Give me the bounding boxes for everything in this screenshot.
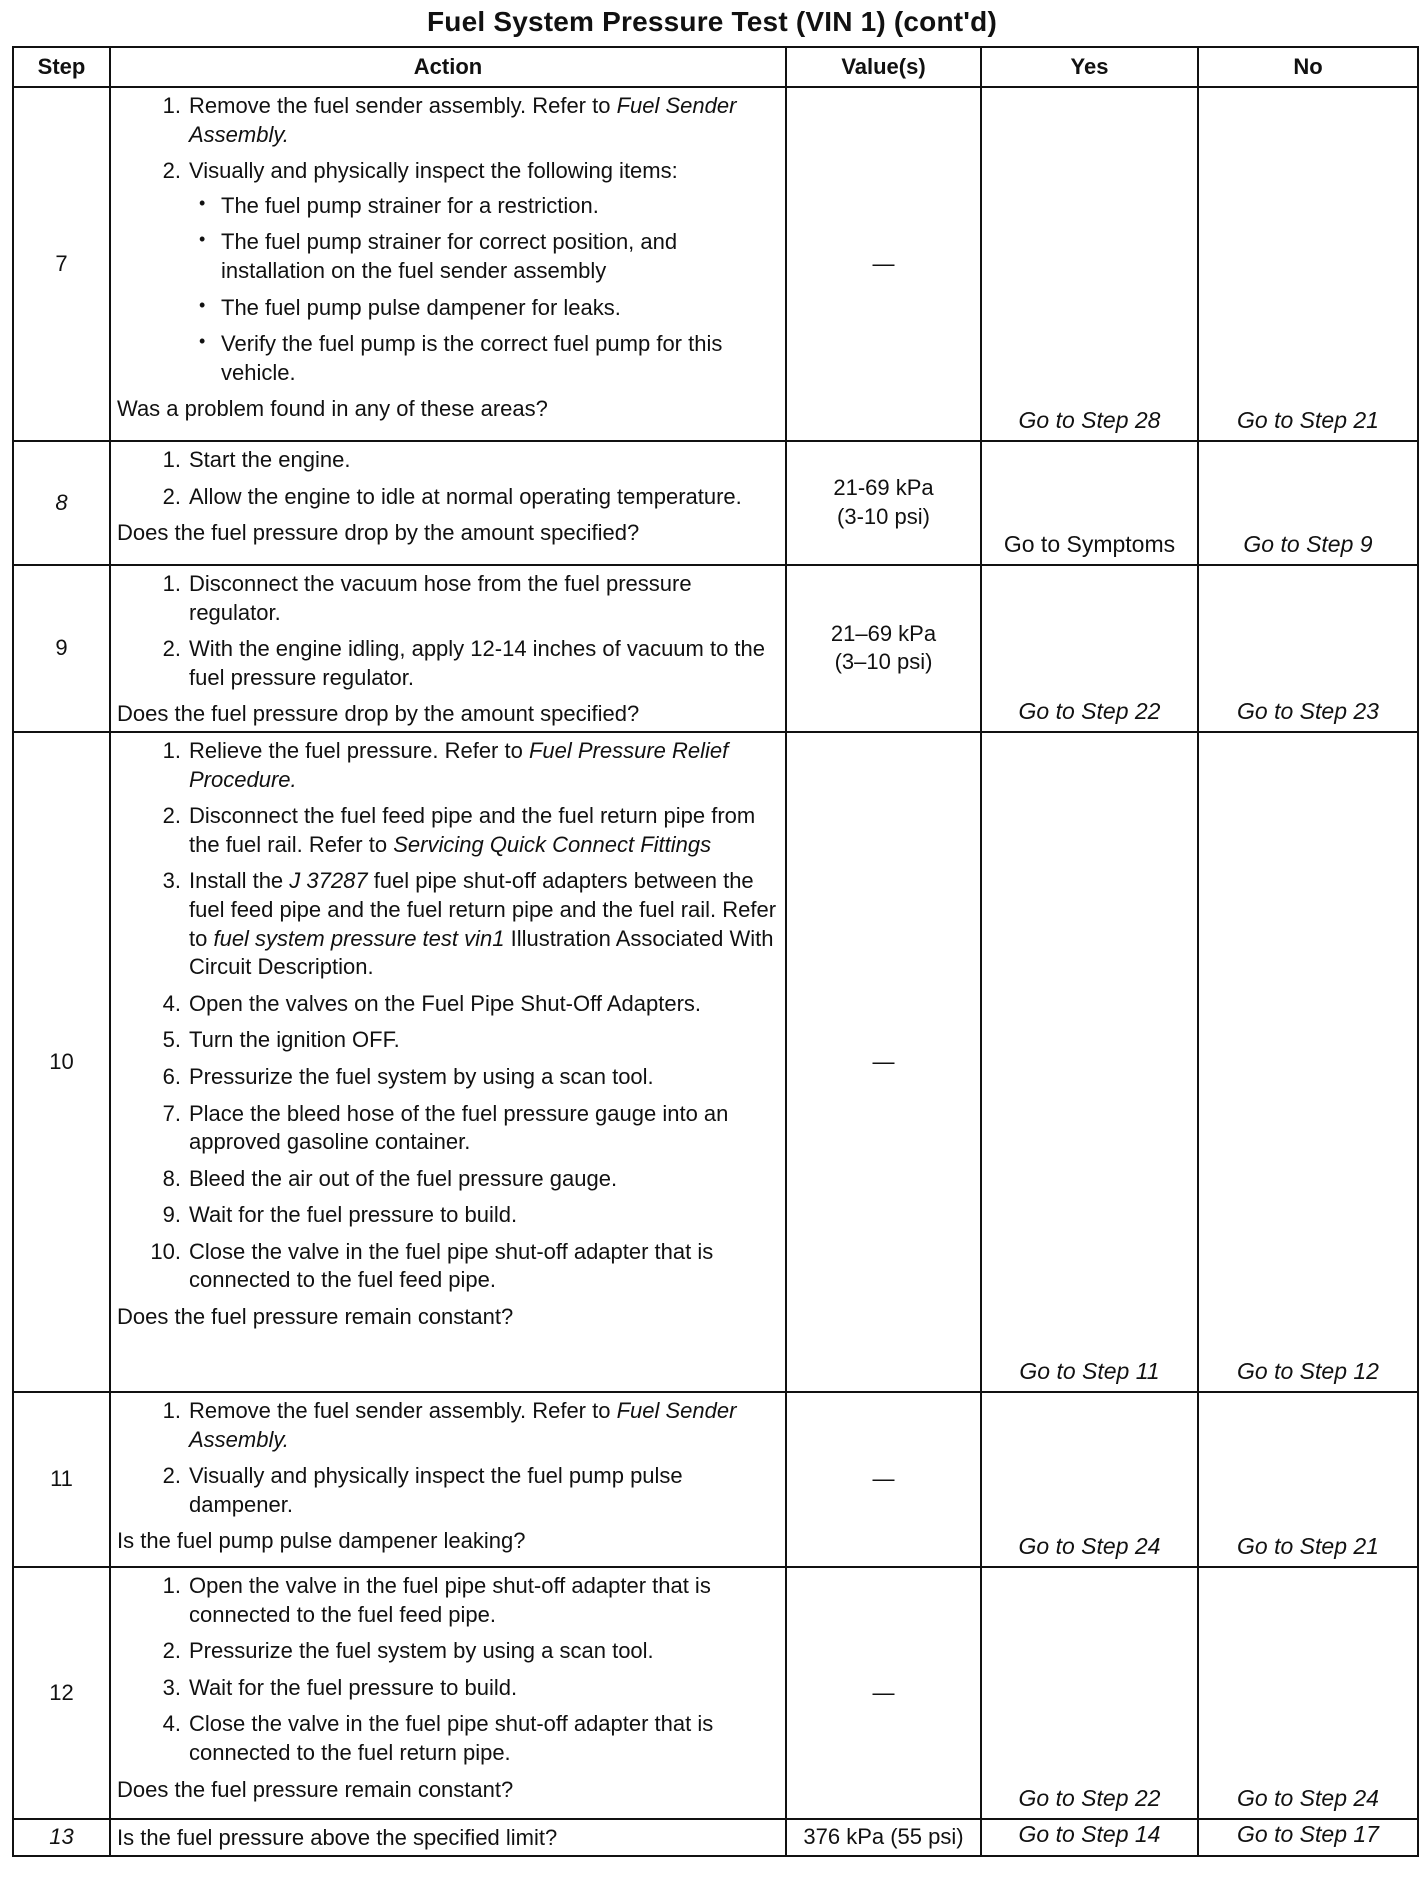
no-cell: Go to Step 17 — [1198, 1819, 1418, 1856]
action-item: 3. Wait for the fuel pressure to build. — [162, 1674, 518, 1700]
table-row-step-10 — [13, 732, 1418, 1392]
step-number: 11 — [13, 1392, 110, 1567]
action-item: 1. Open the valve in the fuel pipe shut-off adapter that is connected to the fuel feed pipe. — [162, 1572, 711, 1627]
value-line: (3–10 psi) — [834, 649, 933, 675]
yes-cell: Go to Step 11 — [981, 732, 1198, 1392]
action-cell — [110, 1567, 786, 1819]
value-line: (3-10 psi) — [837, 504, 930, 529]
no-cell: Go to Step 23 — [1198, 565, 1418, 732]
table-row-step-11 — [13, 1392, 1418, 1567]
yes-cell: Go to Symptoms — [981, 441, 1198, 565]
yes-cell: Go to Step 22 — [981, 565, 1198, 732]
step-number: 8 — [13, 441, 110, 565]
action-item: 1. Remove the fuel sender assembly. Refer to Fuel Sender Assembly. — [162, 1397, 737, 1452]
action-cell — [110, 1819, 786, 1856]
header-row — [13, 47, 1418, 87]
question-text: Does the fuel pressure drop by the amount specified? — [117, 520, 640, 546]
procedure-table — [12, 46, 1419, 1857]
no-cell: Go to Step 9 — [1198, 441, 1418, 565]
table-row-step-12 — [13, 1567, 1418, 1819]
bullet-item: • The fuel pump pulse dampener for leaks. — [189, 294, 779, 323]
yes-cell: Go to Step 28 — [981, 87, 1198, 441]
step-number: 12 — [13, 1567, 110, 1819]
value-cell: — — [786, 732, 981, 1392]
action-item: 5. Turn the ignition OFF. — [162, 1027, 400, 1053]
question-text: Was a problem found in any of these areas? — [117, 396, 548, 422]
value-cell — [786, 441, 981, 565]
action-cell — [110, 87, 786, 441]
value-cell: — — [786, 1567, 981, 1819]
table-row-step-7 — [13, 87, 1418, 441]
header-values: Value(s) — [786, 47, 981, 87]
action-cell — [110, 1392, 786, 1567]
table-row-step-13 — [13, 1819, 1418, 1856]
table-row-step-8 — [13, 441, 1418, 565]
bullet-item: • The fuel pump strainer for a restriction. — [189, 192, 779, 221]
action-item: 1. Remove the fuel sender assembly. Refer to Fuel Sender Assembly. — [162, 93, 737, 147]
question-text: Does the fuel pressure drop by the amount specified? — [117, 701, 640, 727]
action-item: 1. Start the engine. — [162, 447, 351, 472]
action-item: 2. Allow the engine to idle at normal operating temperature. — [162, 483, 742, 509]
action-cell — [110, 441, 786, 565]
action-item: 2. With the engine idling, apply 12-14 inches of vacuum to the fuel pressure regulator. — [162, 636, 766, 690]
action-cell — [110, 732, 786, 1392]
step-number: 9 — [13, 565, 110, 732]
no-cell: Go to Step 21 — [1198, 1392, 1418, 1567]
action-item: 9. Wait for the fuel pressure to build. — [162, 1202, 518, 1228]
bullet-item: • Verify the fuel pump is the correct fuel pump for this vehicle. — [189, 330, 779, 387]
action-item: 1. Relieve the fuel pressure. Refer to Fuel Pressure Relief Procedure. — [162, 737, 729, 792]
yes-cell: Go to Step 24 — [981, 1392, 1198, 1567]
no-cell: Go to Step 24 — [1198, 1567, 1418, 1819]
yes-cell: Go to Step 22 — [981, 1567, 1198, 1819]
value-cell: — — [786, 1392, 981, 1567]
question-text: Does the fuel pressure remain constant? — [117, 1304, 514, 1330]
action-item: 2. Pressurize the fuel system by using a scan tool. — [162, 1638, 654, 1664]
action-item: 2. Visually and physically inspect the fuel pump pulse dampener. — [162, 1463, 683, 1517]
step-number: 7 — [13, 87, 110, 441]
value-line: 21-69 kPa — [833, 475, 934, 501]
action-item: 7. Place the bleed hose of the fuel pressure gauge into an approved gasoline container. — [162, 1100, 729, 1155]
step-number: 13 — [13, 1819, 110, 1856]
yes-cell: Go to Step 14 — [981, 1819, 1198, 1856]
action-cell — [110, 565, 786, 732]
action-item: 1. Disconnect the vacuum hose from the fuel pressure regulator. — [162, 571, 692, 625]
action-item: 2. Visually and physically inspect the following items: • The fuel pump strainer for a restriction. • The fuel pump strainer for correct position, and installation on the fuel sender assembly • The fuel pump pulse dampener for leaks. • Verify the fuel pump is the correct fuel pump for this vehicle. — [147, 157, 779, 387]
action-item: 4. Open the valves on the Fuel Pipe Shut-Off Adapters. — [162, 990, 702, 1016]
action-item: 3. Install the J 37287 fuel pipe shut-off adapters between the fuel feed pipe and the fuel return pipe and the fuel rail. Refer to fuel system pressure test vin1 Illustration Associated With Circuit Description. — [162, 868, 777, 980]
no-cell: Go to Step 21 — [1198, 87, 1418, 441]
table-row-step-9 — [13, 565, 1418, 732]
header-step: Step — [13, 47, 110, 87]
value-cell: 376 kPa (55 psi) — [786, 1819, 981, 1856]
value-cell: — — [786, 87, 981, 441]
question-text: Does the fuel pressure remain constant? — [117, 1776, 514, 1802]
step-number: 10 — [13, 732, 110, 1392]
question-text: Is the fuel pressure above the specified limit? — [117, 1824, 558, 1850]
question-text: Is the fuel pump pulse dampener leaking? — [117, 1528, 526, 1554]
action-item: 10. Close the valve in the fuel pipe shut-off adapter that is connected to the fuel feed pipe. — [150, 1238, 714, 1293]
bullet-item: • The fuel pump strainer for correct position, and installation on the fuel sender assembly — [189, 228, 779, 285]
action-item: 2. Disconnect the fuel feed pipe and the fuel return pipe from the fuel rail. Refer to Servicing Quick Connect Fittings — [162, 803, 756, 857]
no-cell: Go to Step 12 — [1198, 732, 1418, 1392]
value-line: 21–69 kPa — [830, 620, 937, 646]
action-item: 4. Close the valve in the fuel pipe shut-off adapter that is connected to the fuel return pipe. — [162, 1711, 714, 1765]
action-item: 6. Pressurize the fuel system by using a scan tool. — [162, 1063, 654, 1089]
value-cell — [786, 565, 981, 732]
action-item: 8. Bleed the air out of the fuel pressure gauge. — [162, 1165, 618, 1191]
page-title: Fuel System Pressure Test (VIN 1) (cont'd) — [426, 6, 997, 37]
header-action: Action — [110, 47, 786, 87]
header-yes: Yes — [981, 47, 1198, 87]
header-no: No — [1198, 47, 1418, 87]
